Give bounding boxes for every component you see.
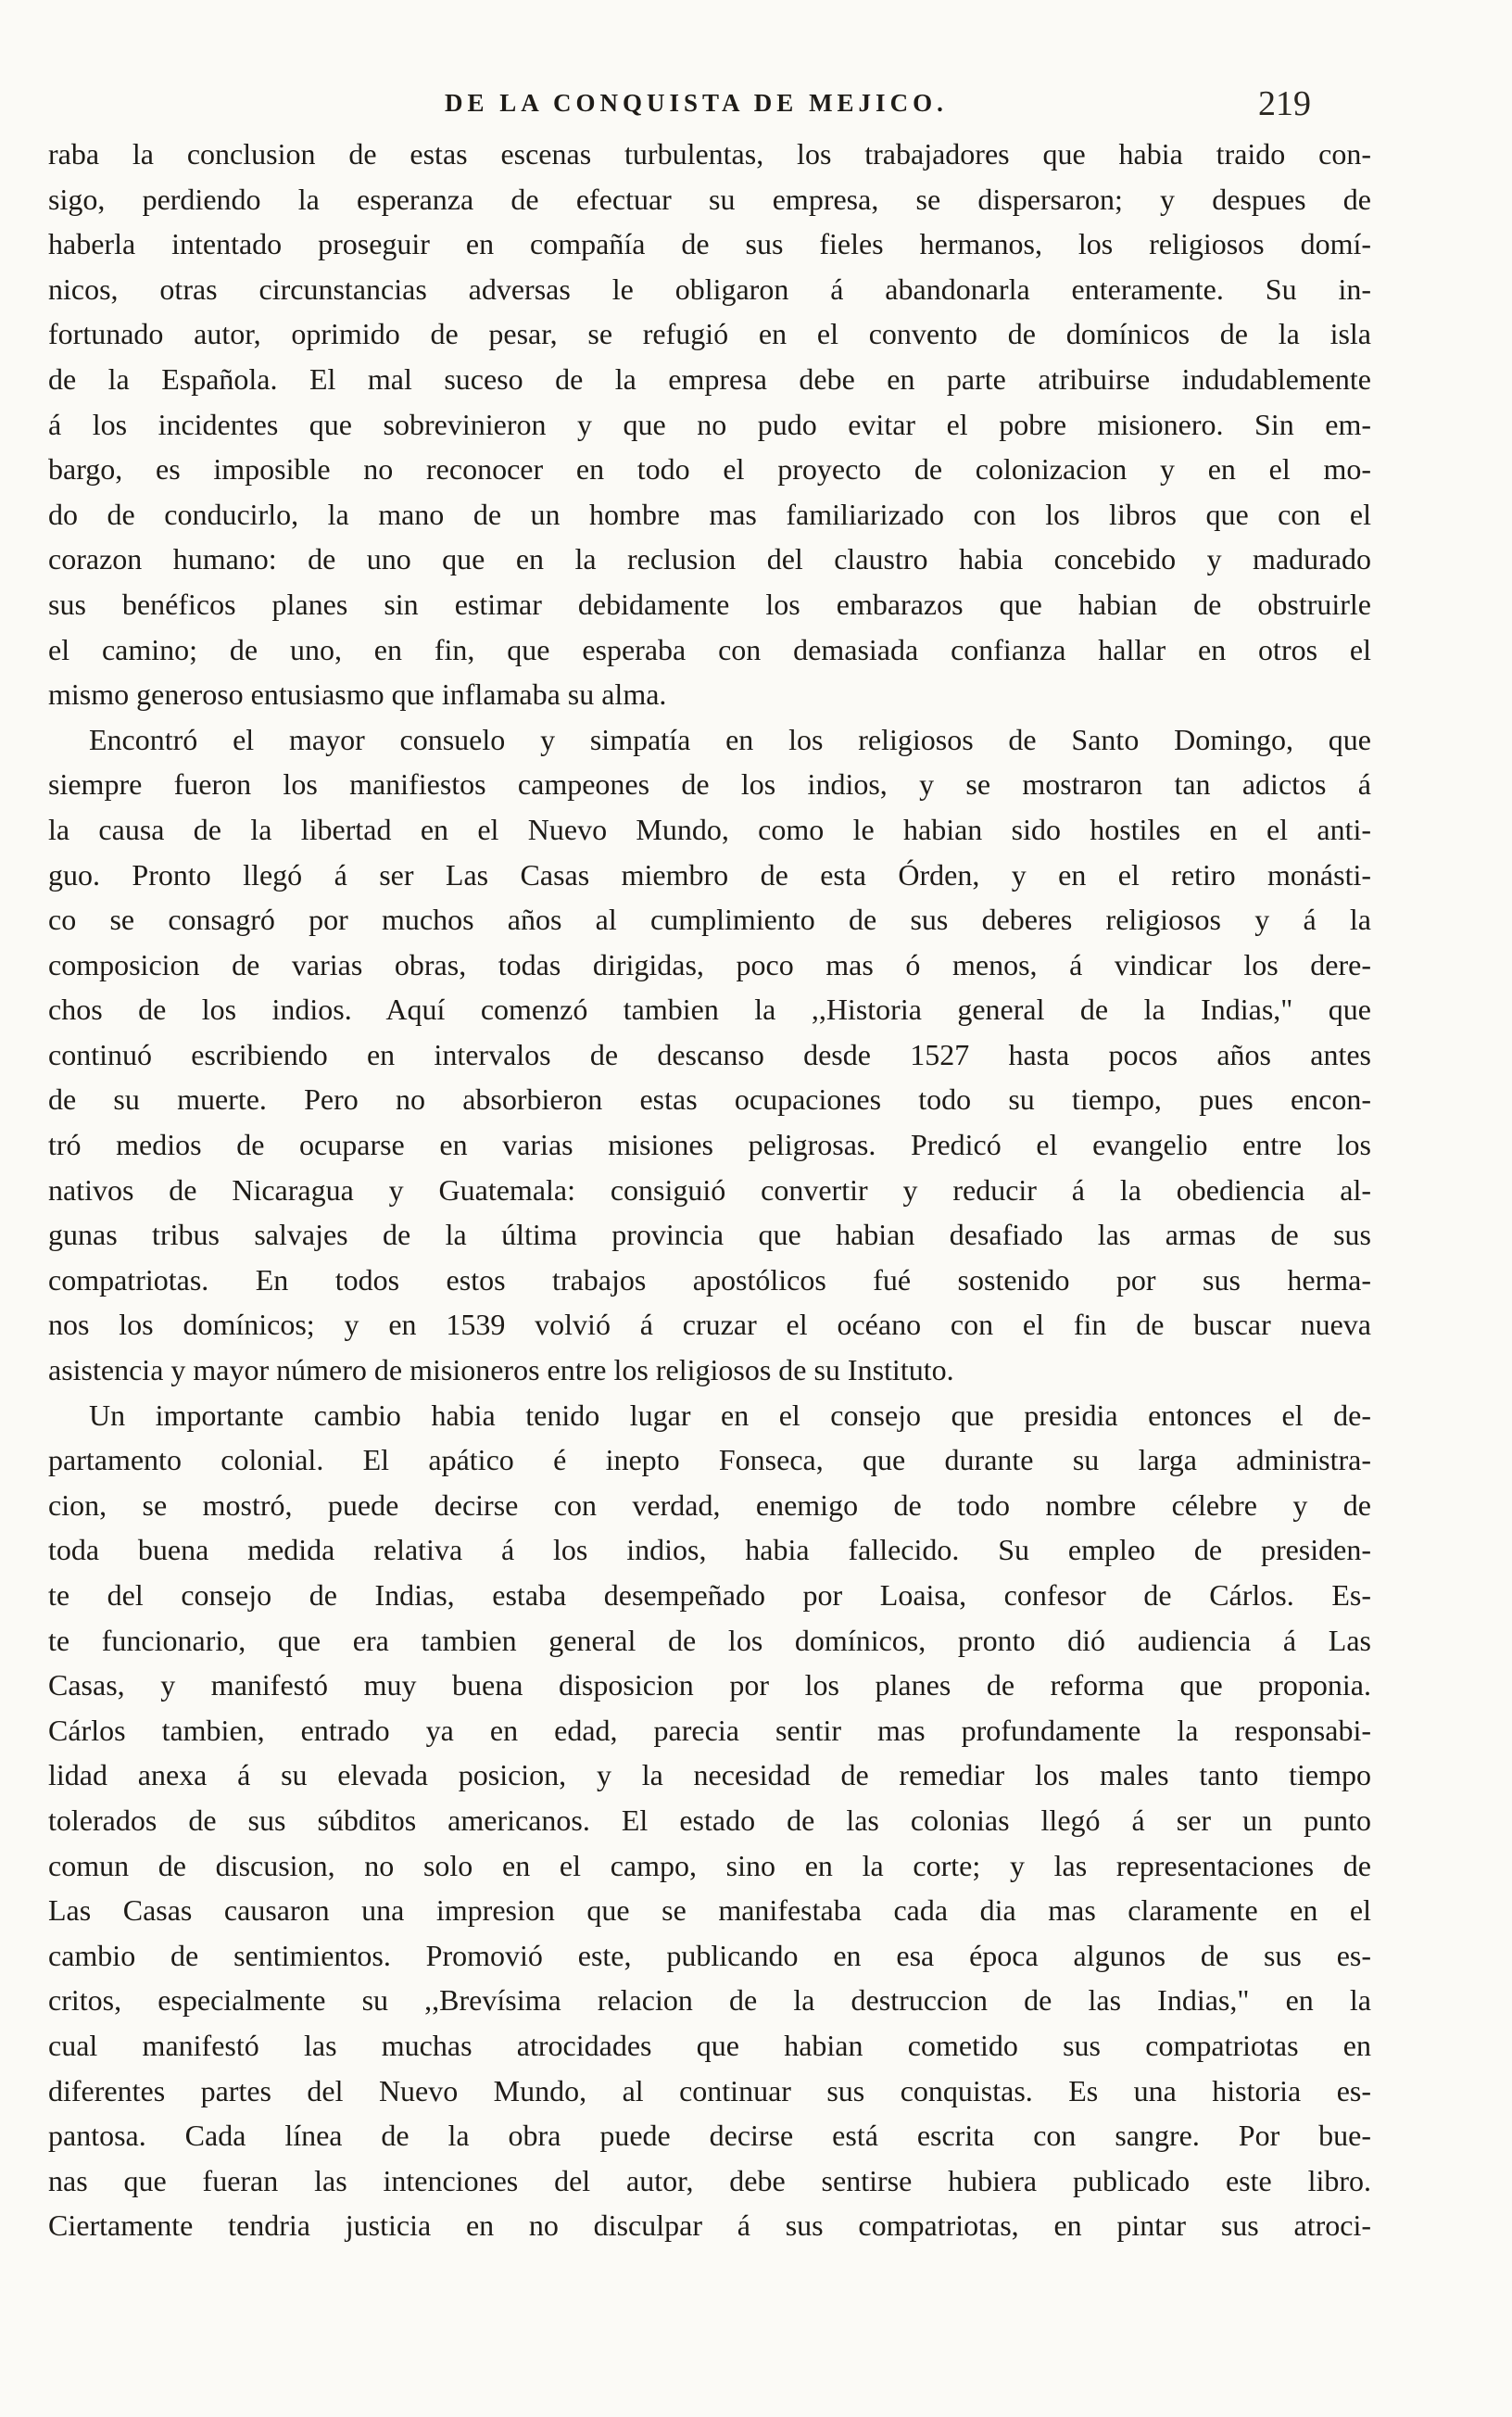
text-line: partamento colonial. El apático é inepto Fonseca, que durante su larga administra- xyxy=(48,1443,1371,1477)
text-line: cion, se mostró, puede decirse con verdad, enemigo de todo nombre célebre y de xyxy=(48,1487,1371,1522)
running-head xyxy=(0,84,1512,135)
text-line: bargo, es imposible no reconocer en todo el proyecto de colonizacion y en el mo- xyxy=(48,452,1371,487)
text-line: Encontró el mayor consuelo y simpatía en los religiosos de Santo Domingo, que xyxy=(89,722,1371,756)
text-line: la causa de la libertad en el Nuevo Mundo, como le habian sido hostiles en el anti- xyxy=(48,812,1371,846)
text-line: asistencia y mayor número de misioneros entre los religiosos de su Instituto. xyxy=(48,1353,954,1387)
text-line: composicion de varias obras, todas dirigidas, poco mas ó menos, á vindicar los dere- xyxy=(48,947,1371,981)
text-line: sigo, perdiendo la esperanza de efectuar su empresa, se dispersaron; y despues de xyxy=(48,182,1371,216)
text-line: á los incidentes que sobrevinieron y que no pudo evitar el pobre misionero. Sin em- xyxy=(48,407,1371,441)
body-text xyxy=(48,132,1371,2248)
text-line: te del consejo de Indias, estaba desempeñado por Loaisa, confesor de Cárlos. Es- xyxy=(48,1578,1371,1612)
text-line: mismo generoso entusiasmo que inflamaba su alma. xyxy=(48,677,667,712)
text-line: fortunado autor, oprimido de pesar, se refugió en el convento de domínicos de la isla xyxy=(48,317,1371,351)
text-line: lidad anexa á su elevada posicion, y la necesidad de remediar los males tanto tiempo xyxy=(48,1758,1371,1792)
text-line: tró medios de ocuparse en varias misiones peligrosas. Predicó el evangelio entre los xyxy=(48,1128,1371,1162)
text-line: continuó escribiendo en intervalos de descanso desde 1527 hasta pocos años antes xyxy=(48,1037,1371,1071)
text-line: pantosa. Cada línea de la obra puede decirse está escrita con sangre. Por bue- xyxy=(48,2119,1371,2153)
text-line: critos, especialmente su ,,Brevísima relacion de la destruccion de las Indias," en la xyxy=(48,1983,1371,2018)
text-line: corazon humano: de uno que en la reclusion del claustro habia concebido y madurado xyxy=(48,542,1371,576)
text-line: compatriotas. En todos estos trabajos apostólicos fué sostenido por sus herma- xyxy=(48,1262,1371,1297)
text-line: toda buena medida relativa á los indios, habia fallecido. Su empleo de presiden- xyxy=(48,1533,1371,1567)
running-title: DE LA CONQUISTA DE MEJICO. xyxy=(445,89,948,117)
text-line: raba la conclusion de estas escenas turbulentas, los trabajadores que habia traido con- xyxy=(48,137,1371,171)
text-line: Casas, y manifestó muy buena disposicion por los planes de reforma que proponia. xyxy=(48,1668,1371,1702)
text-line: nos los domínicos; y en 1539 volvió á cruzar el océano con el fin de buscar nueva xyxy=(48,1308,1371,1342)
text-line: tolerados de sus súbditos americanos. El estado de las colonias llegó á ser un punto xyxy=(48,1803,1371,1837)
text-line: haberla intentado proseguir en compañía de sus fieles hermanos, los religiosos domí- xyxy=(48,227,1371,261)
text-line: Cárlos tambien, entrado ya en edad, parecia sentir mas profundamente la responsabi- xyxy=(48,1713,1371,1747)
text-line: te funcionario, que era tambien general de los domínicos, pronto dió audiencia á Las xyxy=(48,1623,1371,1657)
text-line: guo. Pronto llegó á ser Las Casas miembro de esta Órden, y en el retiro monásti- xyxy=(48,857,1371,892)
text-line: nativos de Nicaragua y Guatemala: consiguió convertir y reducir á la obediencia al- xyxy=(48,1172,1371,1207)
page-number: 219 xyxy=(1258,84,1311,123)
text-line: gunas tribus salvajes de la última provincia que habian desafiado las armas de sus xyxy=(48,1218,1371,1252)
text-line: Las Casas causaron una impresion que se manifestaba cada dia mas claramente en el xyxy=(48,1893,1371,1928)
text-line: nas que fueran las intenciones del autor, debe sentirse hubiera publicado este libro. xyxy=(48,2163,1371,2197)
text-line: cual manifestó las muchas atrocidades que habian cometido sus compatriotas en xyxy=(48,2028,1371,2062)
text-line: chos de los indios. Aquí comenzó tambien la ,,Historia general de la Indias," que xyxy=(48,993,1371,1027)
text-line: Un importante cambio habia tenido lugar en el consejo que presidia entonces el de- xyxy=(89,1398,1371,1432)
text-line: cambio de sentimientos. Promovió este, publicando en esa época algunos de sus es- xyxy=(48,1938,1371,1972)
text-line: comun de discusion, no solo en el campo, sino en la corte; y las representaciones de xyxy=(48,1848,1371,1882)
text-line: de su muerte. Pero no absorbieron estas ocupaciones todo su tiempo, pues encon- xyxy=(48,1082,1371,1117)
text-line: do de conducirlo, la mano de un hombre mas familiarizado con los libros que con el xyxy=(48,497,1371,531)
text-line: nicos, otras circunstancias adversas le obligaron á abandonarla enteramente. Su in- xyxy=(48,272,1371,306)
text-line: sus benéficos planes sin estimar debidamente los embarazos que habian de obstruirle xyxy=(48,587,1371,621)
text-line: el camino; de uno, en fin, que esperaba con demasiada confianza hallar en otros el xyxy=(48,632,1371,666)
text-line: siempre fueron los manifiestos campeones de los indios, y se mostraron tan adictos á xyxy=(48,767,1371,802)
text-line: Ciertamente tendria justicia en no disculpar á sus compatriotas, en pintar sus atroci- xyxy=(48,2208,1371,2243)
text-line: de la Española. El mal suceso de la empresa debe en parte atribuirse indudablemente xyxy=(48,361,1371,396)
text-line: diferentes partes del Nuevo Mundo, al continuar sus conquistas. Es una historia es- xyxy=(48,2073,1371,2107)
text-line: co se consagró por muchos años al cumplimiento de sus deberes religiosos y á la xyxy=(48,903,1371,937)
